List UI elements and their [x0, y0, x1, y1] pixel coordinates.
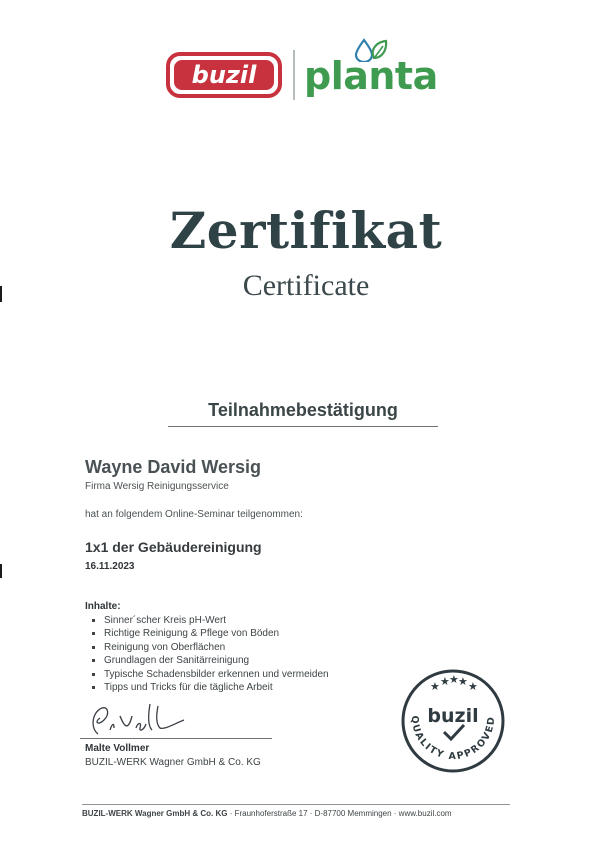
participant-company: Firma Wersig Reinigungsservice [85, 481, 229, 492]
logo-divider [293, 50, 295, 100]
footer-address: · Fraunhoferstraße 17 · D-87700 Memmingen · www.buzil.com [229, 809, 452, 818]
seal-star: ★ [468, 681, 478, 693]
seminar-title: 1x1 der Gebäudereinigung [85, 539, 262, 555]
buzil-logo-text: buzil [191, 61, 257, 89]
confirmation-heading: Teilnahmebestätigung [208, 400, 398, 420]
contents-list [92, 614, 329, 694]
seal-star: ★ [440, 676, 450, 688]
seminar-date: 16.11.2023 [85, 561, 135, 572]
checkmark-icon [444, 725, 464, 739]
list-item: Typische Schadensbilder erkennen und vermeiden [92, 668, 329, 681]
signer-company: BUZIL-WERK Wagner GmbH & Co. KG [85, 757, 261, 768]
signer-name: Malte Vollmer [85, 743, 150, 754]
signature-line [80, 738, 272, 739]
quality-approved-seal [400, 668, 506, 774]
planta-logo-text: planta [304, 54, 438, 98]
seal-star: ★ [449, 674, 459, 686]
confirmation-underline [168, 426, 438, 427]
list-item: Grundlagen der Sanitärreinigung [92, 654, 329, 667]
list-item: Sinner´scher Kreis pH-Wert [92, 614, 329, 627]
participant-name: Wayne David Wersig [85, 457, 262, 477]
buzil-logo [166, 52, 282, 98]
footer-company: BUZIL-WERK Wagner GmbH & Co. KG [82, 809, 228, 818]
list-item: Richtige Reinigung & Pflege von Böden [92, 627, 329, 640]
list-item: Reinigung von Oberflächen [92, 641, 329, 654]
certificate-title: Zertifikat [169, 201, 443, 260]
seal-brand: buzil [427, 705, 479, 727]
scan-mark [0, 564, 2, 578]
footer-divider [82, 804, 510, 805]
handwritten-signature [84, 694, 194, 740]
seal-star: ★ [430, 681, 440, 693]
contents-heading: Inhalte: [85, 601, 121, 612]
scan-mark [0, 286, 2, 302]
seal-star: ★ [458, 676, 468, 688]
certificate-subtitle: Certificate [242, 269, 370, 302]
footer [82, 808, 510, 819]
seal-caption: QUALITY APPROVED [408, 715, 498, 763]
list-item: Tipps und Tricks für die tägliche Arbeit [92, 681, 329, 694]
participation-text: hat an folgendem Online-Seminar teilgenommen: [85, 509, 303, 520]
